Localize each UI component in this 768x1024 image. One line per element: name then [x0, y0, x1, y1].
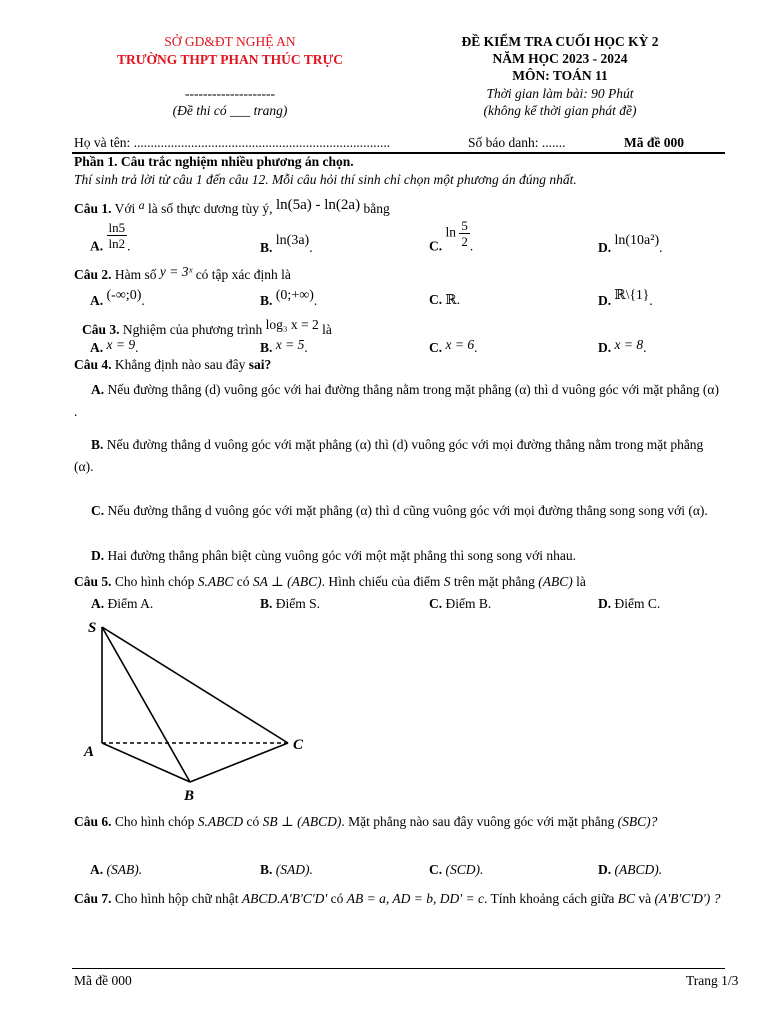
option-ln: ln [445, 224, 457, 240]
page-number: Trang 1/3 [686, 973, 739, 988]
q2-option-c[interactable]: C. ℝ. [429, 292, 461, 307]
option-letter: A. [90, 238, 104, 254]
student-number-field: Số báo danh: ....... [468, 135, 566, 150]
q5-text: Cho hình chóp [114, 574, 195, 589]
school-year: NĂM HỌC 2023 - 2024 [492, 51, 628, 66]
student-name-field: Họ và tên: ............................................................................ [74, 135, 391, 150]
q5-text-5: là [576, 574, 586, 589]
option-letter: C. [429, 340, 443, 355]
pyramid-figure [80, 612, 320, 804]
question-2 [74, 264, 291, 283]
option-letter: D. [598, 862, 612, 877]
q6-math-1: S.ABCD [197, 814, 244, 829]
option-text: Điểm C. [614, 596, 661, 611]
option-letter: C. [429, 292, 443, 307]
q5-text-4: trên mặt phẳng [453, 574, 535, 589]
time-note: (không kể thời gian phát đề) [483, 103, 637, 118]
option-text: ln(10a²) [614, 233, 660, 248]
q4-text: Khẳng định nào sau đây [114, 357, 246, 372]
option-text: (SAD). [275, 862, 313, 877]
q7-text-3: . Tính khoảng cách giữa [483, 891, 615, 906]
q7-math-4: (A'B'C'D') ? [654, 891, 721, 906]
q5-math-4: (ABC) [538, 574, 573, 589]
q6-math-2: SB ⊥ (ABCD) [262, 814, 342, 829]
option-letter: D. [91, 548, 105, 563]
option-text: (ABCD). [614, 862, 663, 877]
question-4 [74, 357, 271, 373]
q4-option-c[interactable] [74, 500, 724, 522]
edge-ab [102, 743, 190, 782]
question-label: Câu 3. [82, 322, 120, 337]
q1-text-3: bằng [363, 201, 390, 216]
option-letter: B. [91, 437, 104, 452]
option-text: (0;+∞) [275, 288, 314, 303]
option-text: Điểm B. [445, 596, 492, 611]
option-letter: D. [598, 340, 612, 355]
q6-option-a[interactable] [90, 862, 142, 878]
q7-text-2: có [330, 891, 344, 906]
q5-math-1: S.ABC [197, 574, 234, 589]
q2-option-b[interactable]: B. (0;+∞). [260, 288, 318, 308]
q6-text-3: . Mặt phẳng nào sau đây vuông góc với mặt phẳng [341, 814, 615, 829]
part1-title: Phần 1. Câu trắc nghiệm nhiều phương án chọn. [74, 154, 354, 169]
q7-text: Cho hình hộp chữ nhật [114, 891, 239, 906]
q1-option-d[interactable]: D. ln(10a²). [598, 233, 663, 255]
fraction-denominator: 2 [461, 234, 468, 249]
option-text: Điểm S. [275, 596, 321, 611]
fraction-numerator: 5 [461, 218, 468, 233]
q6-math-3: (SBC)? [617, 814, 658, 829]
q5-math-2: SA ⊥ (ABC) [252, 574, 322, 589]
option-text: ℝ\{1} [614, 287, 650, 302]
question-label: Câu 2. [74, 267, 112, 282]
option-text: x = 6 [445, 337, 475, 352]
q5-math-3: S [443, 574, 451, 589]
q3-option-a[interactable]: A. x = 9. [90, 337, 139, 355]
question-label: Câu 5. [74, 574, 112, 589]
q7-math-1: ABCD.A'B'C'D' [241, 891, 328, 906]
q5-option-c[interactable] [429, 596, 491, 612]
header-dashes: -------------------- [185, 86, 275, 101]
q4-option-d[interactable] [91, 548, 576, 564]
option-letter: C. [429, 596, 443, 611]
q3-text: Nghiệm của phương trình [122, 322, 263, 337]
q5-text-3: . Hình chiếu của điểm [321, 574, 441, 589]
option-letter: B. [260, 596, 273, 611]
q4-emphasis: sai? [248, 357, 272, 372]
option-text: Hai đường thẳng phân biệt cùng vuông góc với một mặt phẳng thì song song với nhau. [107, 548, 577, 563]
edge-bc [190, 743, 288, 782]
option-letter: D. [598, 596, 612, 611]
option-letter: C. [429, 862, 443, 877]
option-text: (-∞;0) [106, 288, 142, 303]
subject: MÔN: TOÁN 11 [512, 68, 608, 83]
q1-option-b[interactable]: B. ln(3a). [260, 233, 313, 255]
option-text: Nếu đường thẳng d vuông góc với mặt phẳng (α) thì (d) vuông góc với mọi đường thẳng nằm trong mặt phẳng (α). [74, 437, 704, 474]
fraction-denominator: ln2 [108, 236, 126, 251]
option-letter: C. [429, 238, 443, 254]
option-text: ℝ [445, 292, 457, 307]
q1-text: Với [114, 201, 136, 216]
q1-option-a[interactable]: A. $\frac{\ln 5}{\ln 2}$ . [90, 220, 131, 254]
q4-option-a[interactable] [74, 379, 724, 423]
q5-option-a[interactable] [91, 596, 153, 612]
option-text: (SAB). [106, 862, 143, 877]
q1-expression: ln(5a) - ln(2a) [275, 197, 361, 213]
edge-sc [102, 627, 288, 743]
option-letter: A. [91, 382, 105, 397]
option-text: x = 9 [106, 337, 136, 352]
q6-text-2: có [246, 814, 260, 829]
q3-option-d[interactable]: D. x = 8. [598, 337, 647, 355]
vertex-b-label: B [184, 788, 195, 804]
q3-option-b[interactable]: B. x = 5. [260, 337, 308, 355]
department-name: SỞ GD&ĐT NGHỆ AN [164, 34, 296, 49]
q2-expression: y = 3ˣ [159, 264, 193, 279]
exam-title: ĐỀ KIỂM TRA CUỐI HỌC KỲ 2 [461, 34, 659, 49]
option-text: (SCD). [445, 862, 484, 877]
footer-exam-code: Mã đề 000 [74, 973, 132, 988]
option-text: ln(3a) [275, 233, 310, 248]
option-letter: D. [598, 240, 612, 255]
vertex-s-label: S [88, 620, 97, 636]
option-letter: B. [260, 340, 273, 355]
question-7 [74, 887, 724, 911]
q3-text-2: là [322, 322, 332, 337]
q4-option-b[interactable] [74, 434, 724, 478]
option-letter: A. [90, 862, 104, 877]
vertex-a-label: A [84, 744, 95, 760]
q1-text-2: là số thực dương tùy ý, [148, 201, 273, 216]
q6-option-b[interactable] [260, 862, 313, 878]
option-letter: B. [260, 240, 273, 255]
q5-text-2: có [236, 574, 250, 589]
question-1 [74, 197, 390, 217]
q1-var: a [138, 198, 145, 212]
question-label: Câu 4. [74, 357, 112, 372]
option-letter: A. [90, 340, 104, 355]
option-text: x = 8 [614, 337, 644, 352]
q2-text-2: có tập xác định là [195, 267, 291, 282]
q2-option-a[interactable]: A. (-∞;0). [90, 288, 145, 308]
q3-expression: log₃ x = 2 [265, 317, 319, 332]
exam-code: Mã đề 000 [624, 135, 684, 150]
q7-math-2: AB = a, AD = b, DD' = c [346, 891, 484, 906]
question-label: Câu 6. [74, 814, 112, 829]
pages-note: (Đề thi có ___ trang) [172, 103, 288, 118]
q6-option-c[interactable] [429, 862, 483, 878]
q7-text-4: và [638, 891, 652, 906]
exam-time: Thời gian làm bài: 90 Phút [486, 86, 634, 101]
q6-text: Cho hình chóp [114, 814, 195, 829]
option-text: Điểm A. [107, 596, 154, 611]
part1-instruction: Thí sinh trả lời từ câu 1 đến câu 12. Mỗi câu hỏi thí sinh chỉ chọn một phương án đúng nhất. [74, 172, 577, 187]
vertex-c-label: C [293, 737, 304, 753]
fraction-numerator: ln5 [108, 220, 126, 235]
option-text: Nếu đường thẳng d vuông góc với mặt phẳng (α) thì d cũng vuông góc với mọi đường thẳng song song với (α). [107, 503, 708, 518]
question-label: Câu 7. [74, 891, 112, 906]
edge-sb [102, 627, 190, 782]
question-6 [74, 811, 732, 833]
q3-option-c[interactable]: C. x = 6. [429, 337, 478, 355]
option-letter: B. [260, 862, 273, 877]
option-letter: B. [260, 293, 273, 308]
option-letter: A. [91, 596, 105, 611]
question-5 [74, 574, 586, 590]
q6-option-d[interactable] [598, 862, 662, 878]
q1-option-c[interactable]: C. ln $\frac{5}{2}$ . [429, 218, 474, 254]
footer-rule [72, 968, 725, 969]
question-3 [82, 317, 332, 338]
q7-math-3: BC [617, 891, 635, 906]
q5-option-b[interactable] [260, 596, 320, 612]
question-label: Câu 1. [74, 201, 112, 216]
option-letter: D. [598, 293, 612, 308]
q2-option-d[interactable]: D. ℝ\{1}. [598, 287, 653, 308]
q2-text: Hàm số [114, 267, 157, 282]
q5-option-d[interactable] [598, 596, 660, 612]
option-text: Nếu đường thẳng (d) vuông góc với hai đường thẳng nằm trong mặt phẳng (α) thì d vuông góc với mặt phẳng (α) . [74, 382, 719, 419]
option-text: x = 5 [275, 337, 305, 352]
option-letter: A. [90, 293, 104, 308]
school-name: TRƯỜNG THPT PHAN THÚC TRỰC [116, 52, 344, 67]
option-letter: C. [91, 503, 105, 518]
